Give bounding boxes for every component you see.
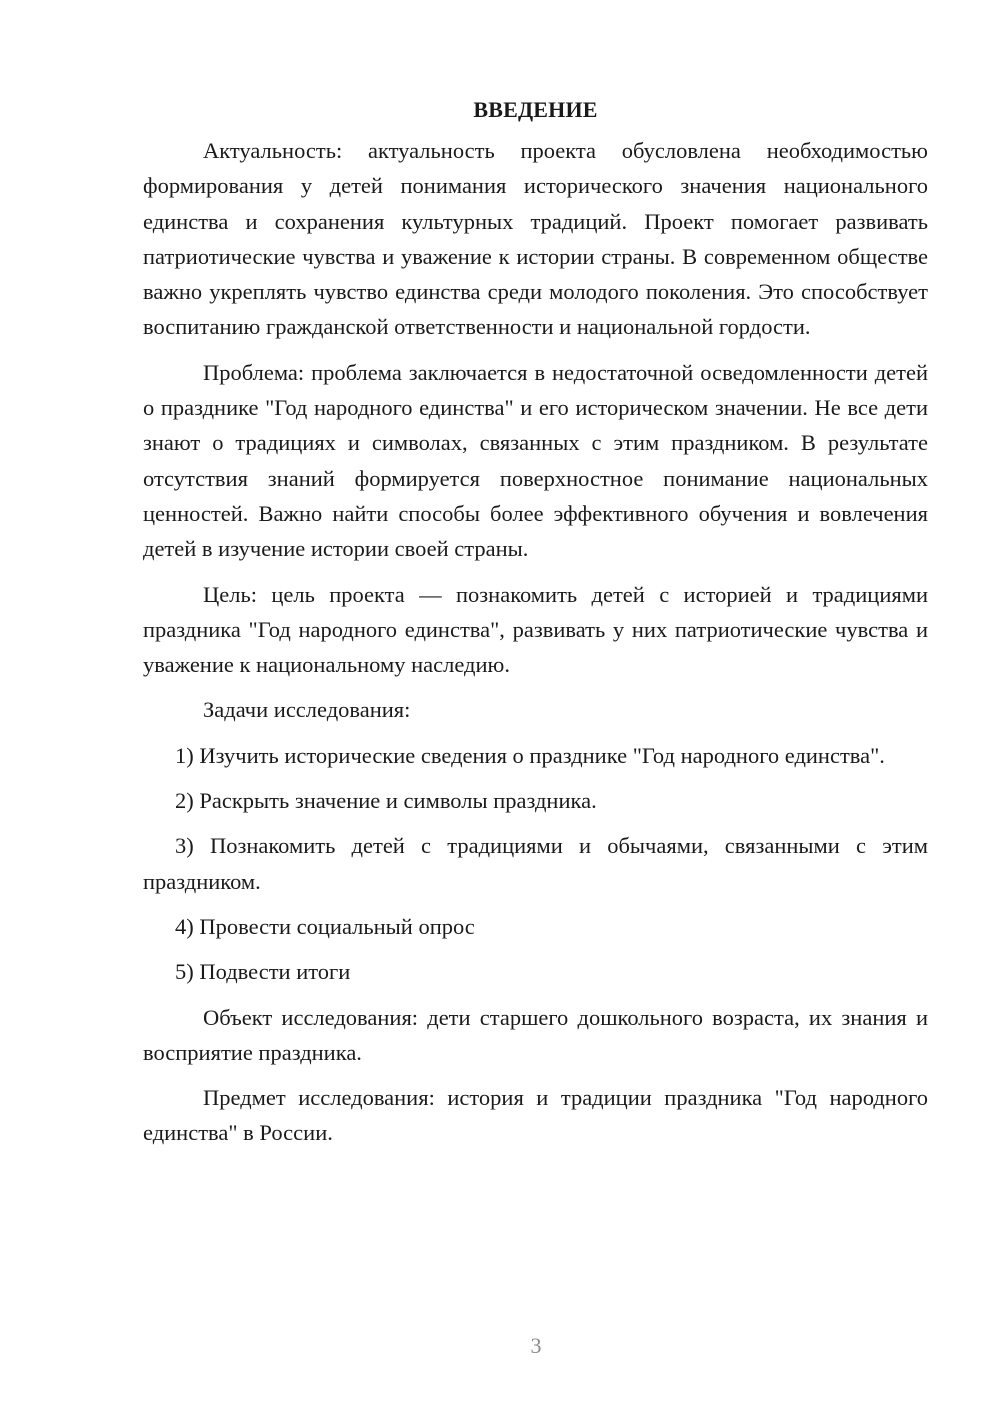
task-item: 2) Раскрыть значение и символы праздника.: [175, 788, 597, 814]
page-title: ВВЕДЕНИЕ: [473, 97, 598, 122]
relevance-paragraph: Актуальность: актуальность проекта обусловлена необходимостью формирования у детей понимания исторического значения национального единства и сохранения культурных традиций. Проект помогает развивать патриотические чувства и уважение к истории страны. В современном обществе важно укреплять чувство единства среди молодого поколения. Это способствует воспитанию гражданской ответственности и национальной гордости.: [143, 138, 928, 340]
task-item: 3) Познакомить детей с традициями и обычаями, связанными с этим праздником.: [143, 833, 928, 894]
tasks-heading: Задачи исследования:: [203, 697, 411, 723]
document-page: [143, 92, 928, 1161]
problem-paragraph: Проблема: проблема заключается в недостаточной осведомленности детей о празднике "Год народного единства" и его историческом значении. Не все дети знают о традициях и символах, связанных с этим праздником. В результате отсутствия знаний формируется поверхностное понимание национальных ценностей. Важно найти способы более эффективного обучения и вовлечения детей в изучение истории своей страны.: [143, 359, 928, 562]
task-item: 1) Изучить исторические сведения о празднике "Год народного единства".: [175, 742, 885, 768]
goal-paragraph: Цель: цель проекта — познакомить детей с историей и традициями праздника "Год народного единства", развивать у них патриотические чувства и уважение к национальному наследию.: [143, 581, 928, 678]
task-item: 5) Подвести итоги: [175, 959, 351, 985]
page-number: 3: [530, 1333, 542, 1358]
tasks-list: [143, 738, 928, 990]
task-item: 4) Провести социальный опрос: [175, 913, 475, 939]
object-paragraph: Объект исследования: дети старшего дошкольного возраста, их знания и восприятие праздника.: [143, 1004, 928, 1065]
subject-paragraph: Предмет исследования: история и традиции праздника "Год народного единства" в России.: [143, 1085, 928, 1146]
